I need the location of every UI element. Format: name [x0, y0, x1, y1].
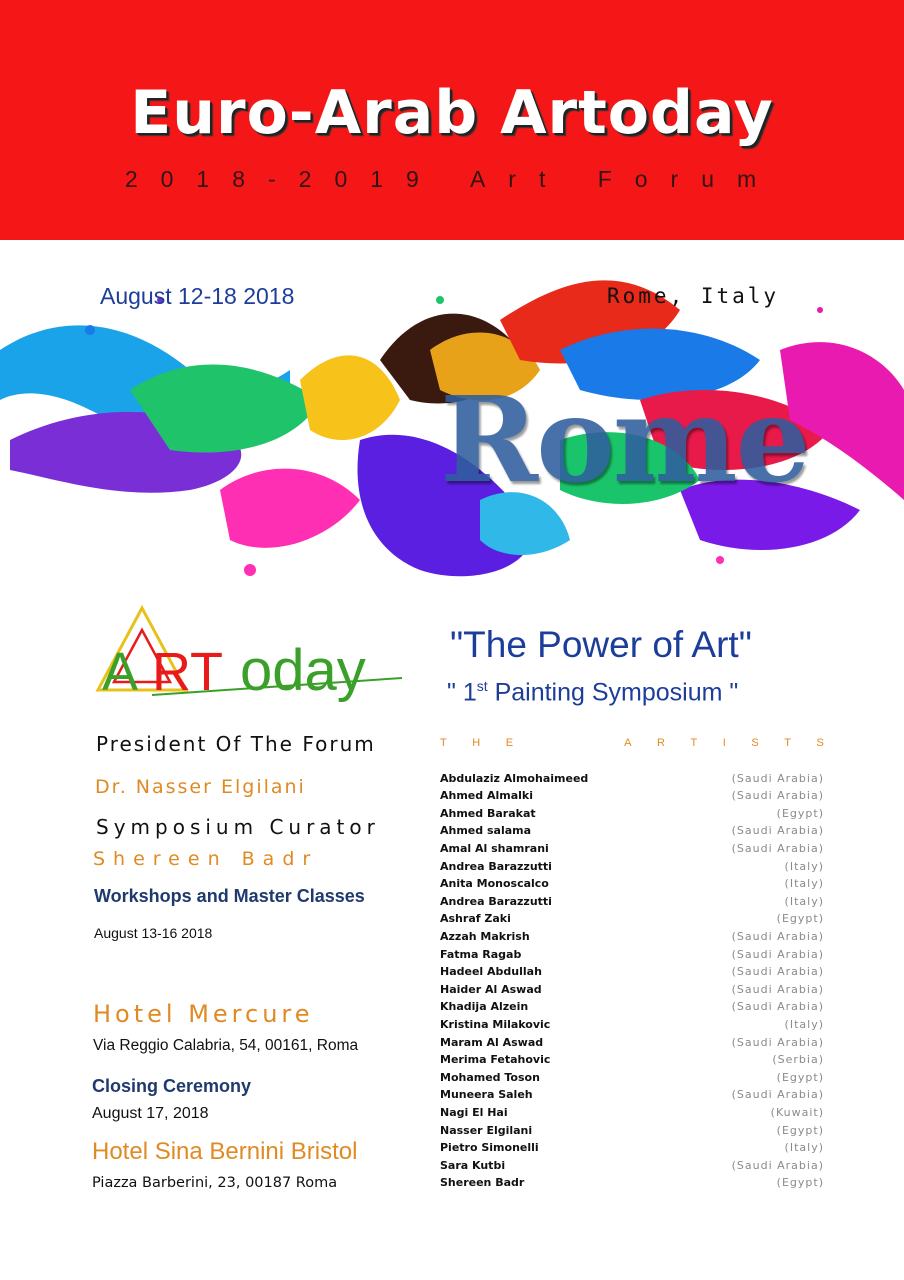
curator-name: Shereen Badr [93, 848, 319, 870]
artist-name: Andrea Barazzutti [440, 894, 552, 908]
artist-country: (Serbia) [772, 1053, 824, 1067]
artist-row [440, 840, 824, 856]
event-dates: August 12-18 2018 [100, 283, 295, 309]
artist-row [440, 1087, 824, 1103]
artist-name: Merima Fetahovic [440, 1053, 551, 1067]
theme-title: "The Power of Art" [450, 624, 752, 665]
artist-row [440, 911, 824, 927]
artist-row [440, 946, 824, 962]
artist-country: (Italy) [784, 877, 824, 891]
president-name: Dr. Nasser Elgilani [95, 776, 306, 798]
artist-row [440, 893, 824, 909]
event-location: Rome, Italy [607, 284, 780, 308]
hotel-mercure-name: Hotel Mercure [93, 1000, 314, 1028]
artist-row [440, 928, 824, 944]
artist-row [440, 1069, 824, 1085]
artist-name: Sara Kutbi [440, 1158, 506, 1172]
artist-country: (Egypt) [776, 1176, 824, 1190]
artist-row [440, 1034, 824, 1050]
artist-row [440, 999, 824, 1015]
artist-country: (Saudi Arabia) [731, 1158, 824, 1172]
artist-country: (Italy) [784, 1017, 824, 1031]
artist-country: (Saudi Arabia) [731, 1000, 824, 1014]
artist-name: Hadeel Abdullah [440, 965, 542, 979]
artist-row [440, 1052, 824, 1068]
artist-country: (Egypt) [776, 1123, 824, 1137]
artist-name: Pietro Simonelli [440, 1141, 539, 1155]
artist-row [440, 981, 824, 997]
artist-row [440, 770, 824, 786]
artist-name: Fatma Ragab [440, 947, 522, 961]
artist-country: (Egypt) [776, 806, 824, 820]
artist-country: (Saudi Arabia) [731, 1088, 824, 1102]
closing-ceremony-date: August 17, 2018 [92, 1105, 209, 1122]
artist-country: (Saudi Arabia) [731, 824, 824, 838]
rome-overlay-text: Rome [440, 370, 809, 509]
subtitle: 2018-2019 Art Forum [124, 166, 780, 192]
artist-name: Azzah Makrish [440, 929, 530, 943]
artist-country: (Egypt) [776, 912, 824, 926]
artist-name: Anita Monoscalco [440, 877, 549, 891]
closing-hotel-name: Hotel Sina Bernini Bristol [92, 1138, 358, 1165]
artist-row [440, 858, 824, 874]
artist-row [440, 823, 824, 839]
artist-row [440, 805, 824, 821]
artists-heading: T H E A R T I S T S [440, 737, 824, 749]
artist-country: (Italy) [784, 1141, 824, 1155]
artist-name: Ahmed salama [440, 824, 532, 838]
artist-name: Amal Al shamrani [440, 841, 549, 855]
artist-row [440, 964, 824, 980]
workshops-dates: August 13-16 2018 [94, 925, 213, 941]
artist-name: Maram Al Aswad [440, 1035, 544, 1049]
curator-label: Symposium Curator [96, 815, 380, 839]
logo-letters-oday: oday [240, 638, 366, 703]
symposium-title: " 1st Painting Symposium " [447, 678, 739, 707]
artist-country: (Kuwait) [770, 1105, 824, 1119]
artoday-logo [92, 600, 412, 710]
artist-row [440, 1016, 824, 1032]
artist-name: Shereen Badr [440, 1176, 525, 1190]
artist-country: (Saudi Arabia) [731, 982, 824, 996]
artist-country: (Saudi Arabia) [731, 947, 824, 961]
artist-name: Andrea Barazzutti [440, 859, 552, 873]
artist-country: (Saudi Arabia) [731, 841, 824, 855]
artist-name: Kristina Milakovic [440, 1017, 551, 1031]
president-label: President Of The Forum [96, 732, 376, 756]
artist-country: (Egypt) [776, 1070, 824, 1084]
workshops-label: Workshops and Master Classes [94, 886, 365, 906]
artist-row [440, 788, 824, 804]
logo-letters-rt: RT [152, 642, 224, 702]
artist-name: Ahmed Barakat [440, 806, 536, 820]
artist-row [440, 1140, 824, 1156]
artist-country: (Saudi Arabia) [731, 771, 824, 785]
artist-row [440, 1157, 824, 1173]
artist-name: Muneera Saleh [440, 1088, 533, 1102]
closing-ceremony-label: Closing Ceremony [92, 1076, 252, 1096]
artist-name: Ashraf Zaki [440, 912, 511, 926]
artist-country: (Italy) [784, 859, 824, 873]
main-title: Euro-Arab Artoday [130, 78, 774, 148]
artist-name: Abdulaziz Almohaimeed [440, 771, 589, 785]
artist-row [440, 1122, 824, 1138]
artist-name: Haider Al Aswad [440, 982, 542, 996]
artist-row [440, 876, 824, 892]
closing-hotel-address: Piazza Barberini, 23, 00187 Roma [92, 1175, 338, 1191]
artist-name: Nasser Elgilani [440, 1123, 533, 1137]
logo-letter-a: A [102, 642, 139, 702]
artist-country: (Saudi Arabia) [731, 1035, 824, 1049]
artist-name: Mohamed Toson [440, 1070, 540, 1084]
artist-country: (Saudi Arabia) [731, 929, 824, 943]
artist-country: (Saudi Arabia) [731, 789, 824, 803]
hotel-mercure-address: Via Reggio Calabria, 54, 00161, Roma [93, 1037, 359, 1054]
artist-country: (Saudi Arabia) [731, 965, 824, 979]
artist-name: Ahmed Almalki [440, 789, 533, 803]
artist-row [440, 1104, 824, 1120]
artist-name: Khadija Alzein [440, 1000, 529, 1014]
artist-country: (Italy) [784, 894, 824, 908]
artist-name: Nagi El Hai [440, 1105, 508, 1119]
artist-row [440, 1175, 824, 1191]
